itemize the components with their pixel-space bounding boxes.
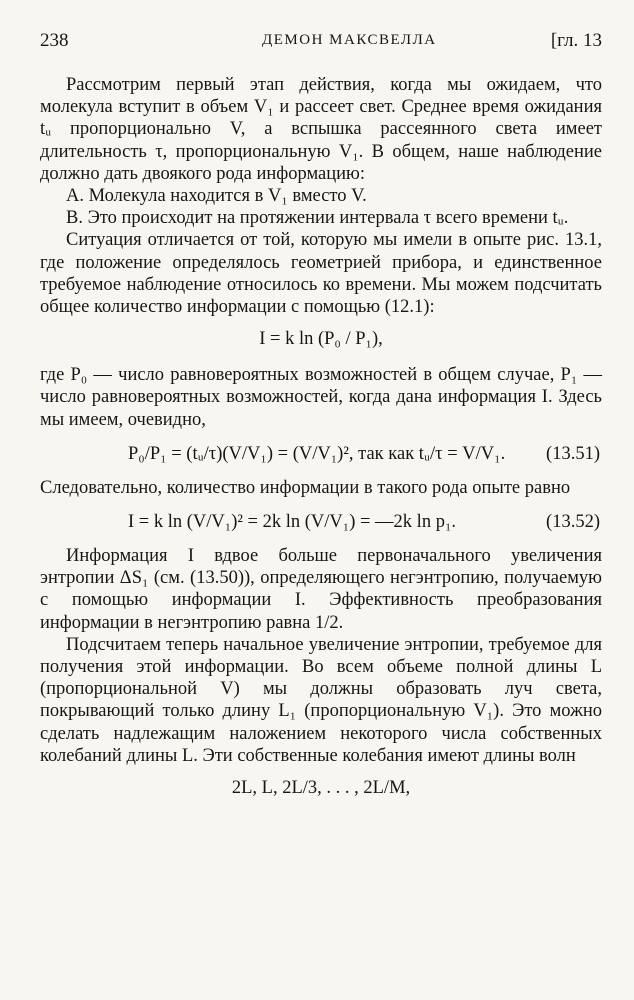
list-item-a: A. Молекула находится в V₁ вместо V. — [66, 186, 367, 207]
equation-expression: I = k ln (V/V₁)² = 2k ln (V/V₁) = —2k ln p₁. — [128, 512, 457, 533]
equation-expression: 2L, L, 2L/3, . . . , 2L/M, — [231, 778, 411, 799]
paragraph-1: Рассмотрим первый этап действия, когда мы ожидаем, что молекула вступит в объем V₁ и рассеет свет. Среднее время ожидания tᵤ пропорционально V, а вспышка рассеянного света имеет длительность τ, пропорциональную V₁. В общем, наше наблюдение должно дать двоякого рода информацию: — [40, 75, 602, 184]
page-body — [40, 74, 602, 813]
paragraph-6: Подсчитаем теперь начальное увеличение энтропии, требуемое для получения этой информации. Во всем объеме полной длины L (пропорциональной V) мы должны образовать луч света, покрывающий только длину L₁ (пропорциональную V₁). Это можно сделать надлежащим наложением некоторого числа собственных колебаний длины L. Эти собственные колебания имеют длины волн — [40, 634, 602, 766]
equation-13-51 — [40, 431, 602, 477]
equation-number: (13.51) — [546, 443, 600, 464]
chapter-marker: [гл. 13 — [550, 30, 602, 51]
equation-13-52 — [40, 499, 602, 545]
equation-expression: I = k ln (P₀ / P₁), — [259, 329, 383, 350]
paragraph-3: где P₀ — число равновероятных возможностей в общем случае, P₁ — число равновероятных возможностей, когда дана информация I. Здесь мы имеем, очевидно, — [40, 365, 602, 430]
page-header — [40, 30, 602, 56]
paragraph-5: Информация I вдвое больше первоначального увеличения энтропии ΔS₁ (см. (13.50)), определяющего негэнтропию, получаемую с помощью информации I. Эффективность преобразования информации в негэнтропию равна 1/2. — [40, 546, 602, 633]
equation-wavelengths — [40, 767, 602, 813]
running-title: ДЕМОН МАКСВЕЛЛА — [262, 32, 437, 48]
paragraph-2: Ситуация отличается от той, которую мы имели в опыте рис. 13.1, где положение определялось геометрией прибора, и единственное требуемое наблюдение относилось ко времени. Мы можем подсчитать общее количество информации с помощью (12.1): — [40, 230, 602, 318]
page-number: 238 — [40, 30, 69, 51]
equation-number: (13.52) — [546, 512, 600, 533]
paragraph-4: Следовательно, количество информации в такого рода опыте равно — [40, 477, 571, 498]
equation-expression: P₀/P₁ = (tᵤ/τ)(V/V₁) = (V/V₁)², так как tᵤ/τ = V/V₁. — [128, 443, 506, 464]
equation-information — [40, 318, 602, 364]
list-item-b: B. Это происходит на протяжении интервала τ всего времени tᵤ. — [66, 208, 569, 229]
